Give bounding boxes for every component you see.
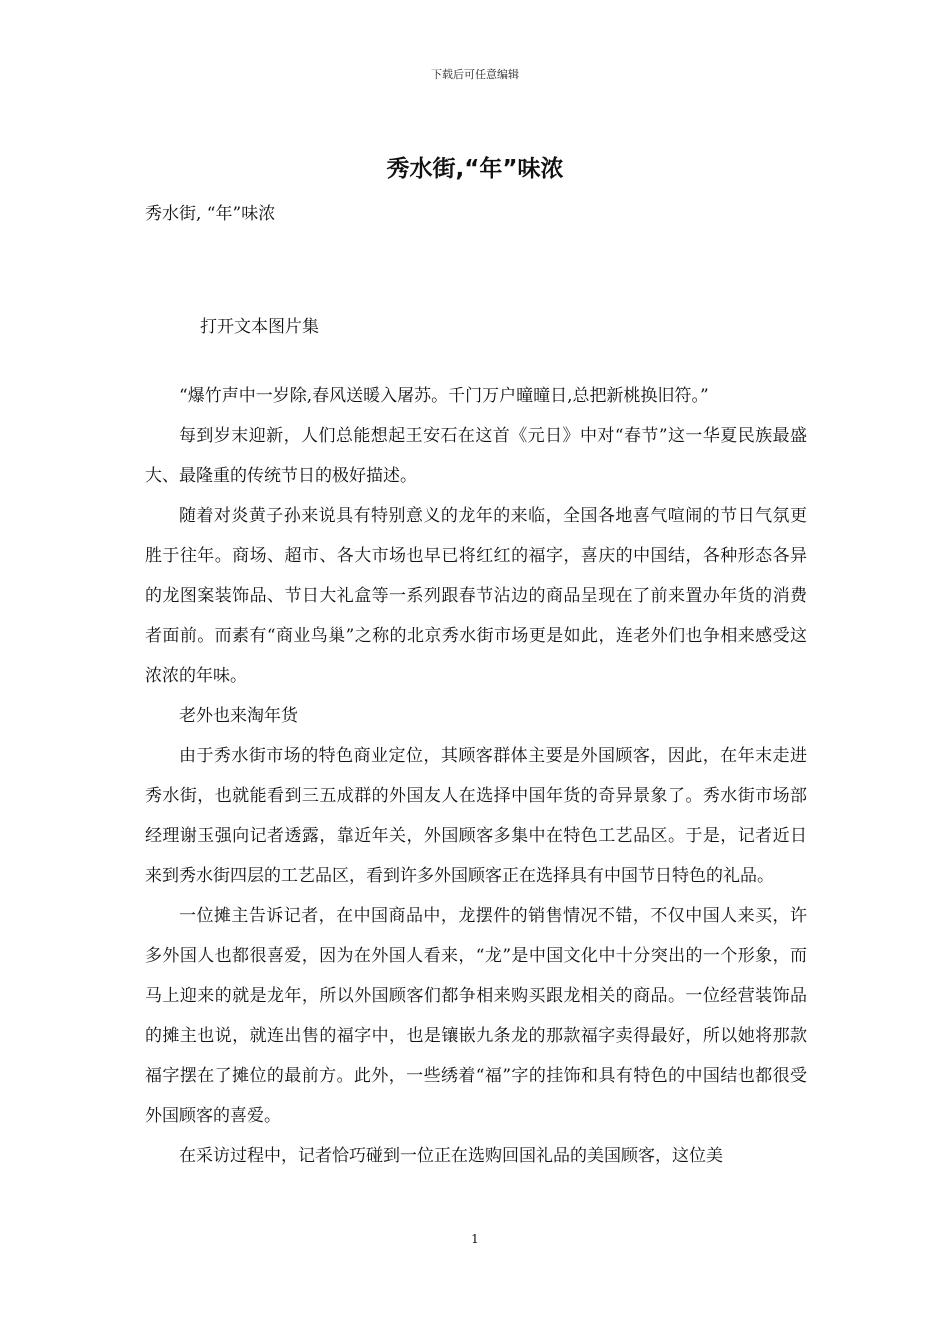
- image-gallery-link[interactable]: 打开文本图片集: [200, 317, 319, 337]
- paragraph: “爆竹声中一岁除,春风送暖入屠苏。千门万户曈曈日,总把新桃换旧符。”: [179, 386, 709, 406]
- page-number: 1: [471, 1232, 479, 1246]
- paragraph: 由于秀水街市场的特色商业定位，其顾客群体主要是外国顾客，因此，在年末走进秀水街，也就能看到三五成群的外国友人在选择中国年货的奇异景象了。秀水街市场部经理谢玉强向记者透露，靠近年关，外国顾客多集中在特色工艺品区。于是，记者近日来到秀水街四层的工艺品区，看到许多外国顾客正在选择具有中国节日特色的礼品。: [145, 746, 807, 886]
- article-body: [145, 376, 807, 1176]
- paragraph: 一位摊主告诉记者，在中国商品中，龙摆件的销售情况不错，不仅中国人来买，许多外国人也都很喜爱，因为在外国人看来，“龙”是中国文化中十分突出的一个形象，而马上迎来的就是龙年，所以外国顾客们都争相来购买跟龙相关的商品。一位经营装饰品的摊主也说，就连出售的福字中，也是镶嵌九条龙的那款福字卖得最好，所以她将那款福字摆在了摊位的最前方。此外，一些绣着“福”字的挂饰和具有特色的中国结也都很受外国顾客的喜爱。: [145, 906, 807, 1126]
- paragraph: 随着对炎黄子孙来说具有特别意义的龙年的来临，全国各地喜气喧闹的节日气氛更胜于往年。商场、超市、各大市场也早已将红红的福字，喜庆的中国结，各种形态各异的龙图案装饰品、节日大礼盒等一系列跟春节沾边的商品呈现在了前来置办年货的消费者面前。而素有“商业鸟巢”之称的北京秀水街市场更是如此，连老外们也争相来感受这浓浓的年味。: [145, 506, 807, 686]
- document-subtitle: 秀水街, “年”味浓: [145, 204, 276, 224]
- document-title: 秀水街,“年”味浓: [386, 156, 564, 182]
- section-heading: 老外也来淘年货: [179, 706, 298, 726]
- paragraph: 每到岁末迎新，人们总能想起王安石在这首《元日》中对“春节”这一华夏民族最盛大、最隆重的传统节日的极好描述。: [145, 426, 807, 486]
- paragraph: 在采访过程中，记者恰巧碰到一位正在选购回国礼品的美国顾客，这位美: [179, 1146, 723, 1166]
- header-note: 下载后可任意编辑: [431, 68, 519, 81]
